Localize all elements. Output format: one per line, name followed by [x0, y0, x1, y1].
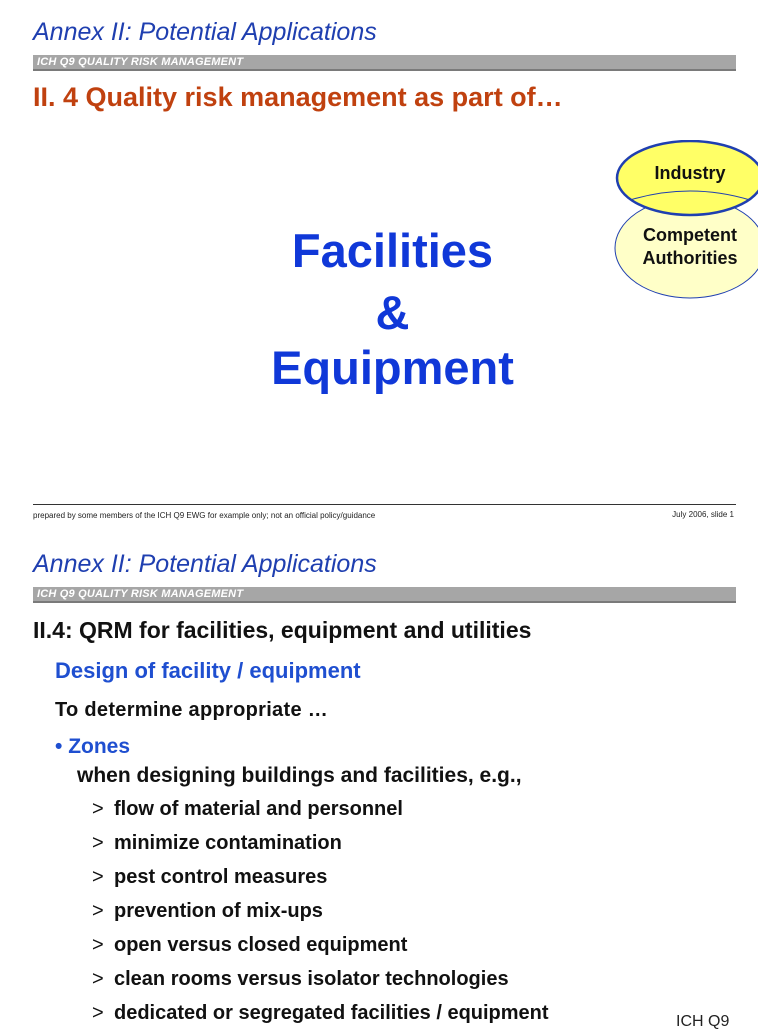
item-marker: > [92, 798, 104, 820]
main-line-equipment: Equipment [271, 341, 514, 394]
footer-divider [33, 504, 736, 505]
list-item: > prevention of mix-ups [92, 900, 323, 922]
list-item: > dedicated or segregated facilities / equipment [92, 1002, 549, 1024]
item-marker: > [92, 866, 104, 888]
slide-heading: II.4: QRM for facilities, equipment and utilities [33, 617, 532, 643]
bullet-zones: • Zones [55, 735, 131, 758]
footer-date-slide: July 2006, slide 1 [672, 510, 734, 519]
item-marker: > [92, 900, 104, 922]
item-marker: > [92, 1002, 104, 1024]
corner-label: ICH Q9 [676, 1013, 730, 1030]
annex-title: Annex II: Potential Applications [33, 18, 377, 46]
slide-2 [0, 535, 768, 1030]
section-title: II. 4 Quality risk management as part of… [33, 82, 563, 112]
venn-label-industry: Industry [654, 163, 726, 183]
list-item: > pest control measures [92, 866, 328, 888]
header-banner [33, 587, 736, 603]
zone-items-list [92, 798, 549, 1036]
banner-text: ICH Q9 QUALITY RISK MANAGEMENT [37, 588, 244, 600]
intro-text: To determine appropriate … [55, 699, 329, 721]
item-marker: > [92, 832, 104, 854]
venn-label-authorities: Authorities [642, 248, 738, 268]
venn-diagram [608, 140, 758, 305]
header-banner [33, 55, 736, 71]
item-marker: > [92, 934, 104, 956]
venn-label-competent: Competent [643, 225, 737, 245]
bullet-description: when designing buildings and facilities, e.g., [77, 764, 522, 787]
banner-text: ICH Q9 QUALITY RISK MANAGEMENT [37, 56, 244, 68]
list-item: > flow of material and personnel [92, 798, 403, 820]
bullet-label: Zones [68, 735, 131, 758]
slide-subheading: Design of facility / equipment [55, 658, 361, 683]
item-marker: > [92, 968, 104, 990]
list-item: > minimize contamination [92, 832, 342, 854]
list-item: > open versus closed equipment [92, 934, 408, 956]
annex-title: Annex II: Potential Applications [33, 550, 377, 578]
main-line-facilities: Facilities [291, 224, 494, 277]
footer-disclaimer: prepared by some members of the ICH Q9 EWG for example only; not an official policy/guidance [33, 511, 376, 520]
list-item: > clean rooms versus isolator technologies [92, 968, 509, 990]
main-line-ampersand: & [375, 286, 410, 339]
